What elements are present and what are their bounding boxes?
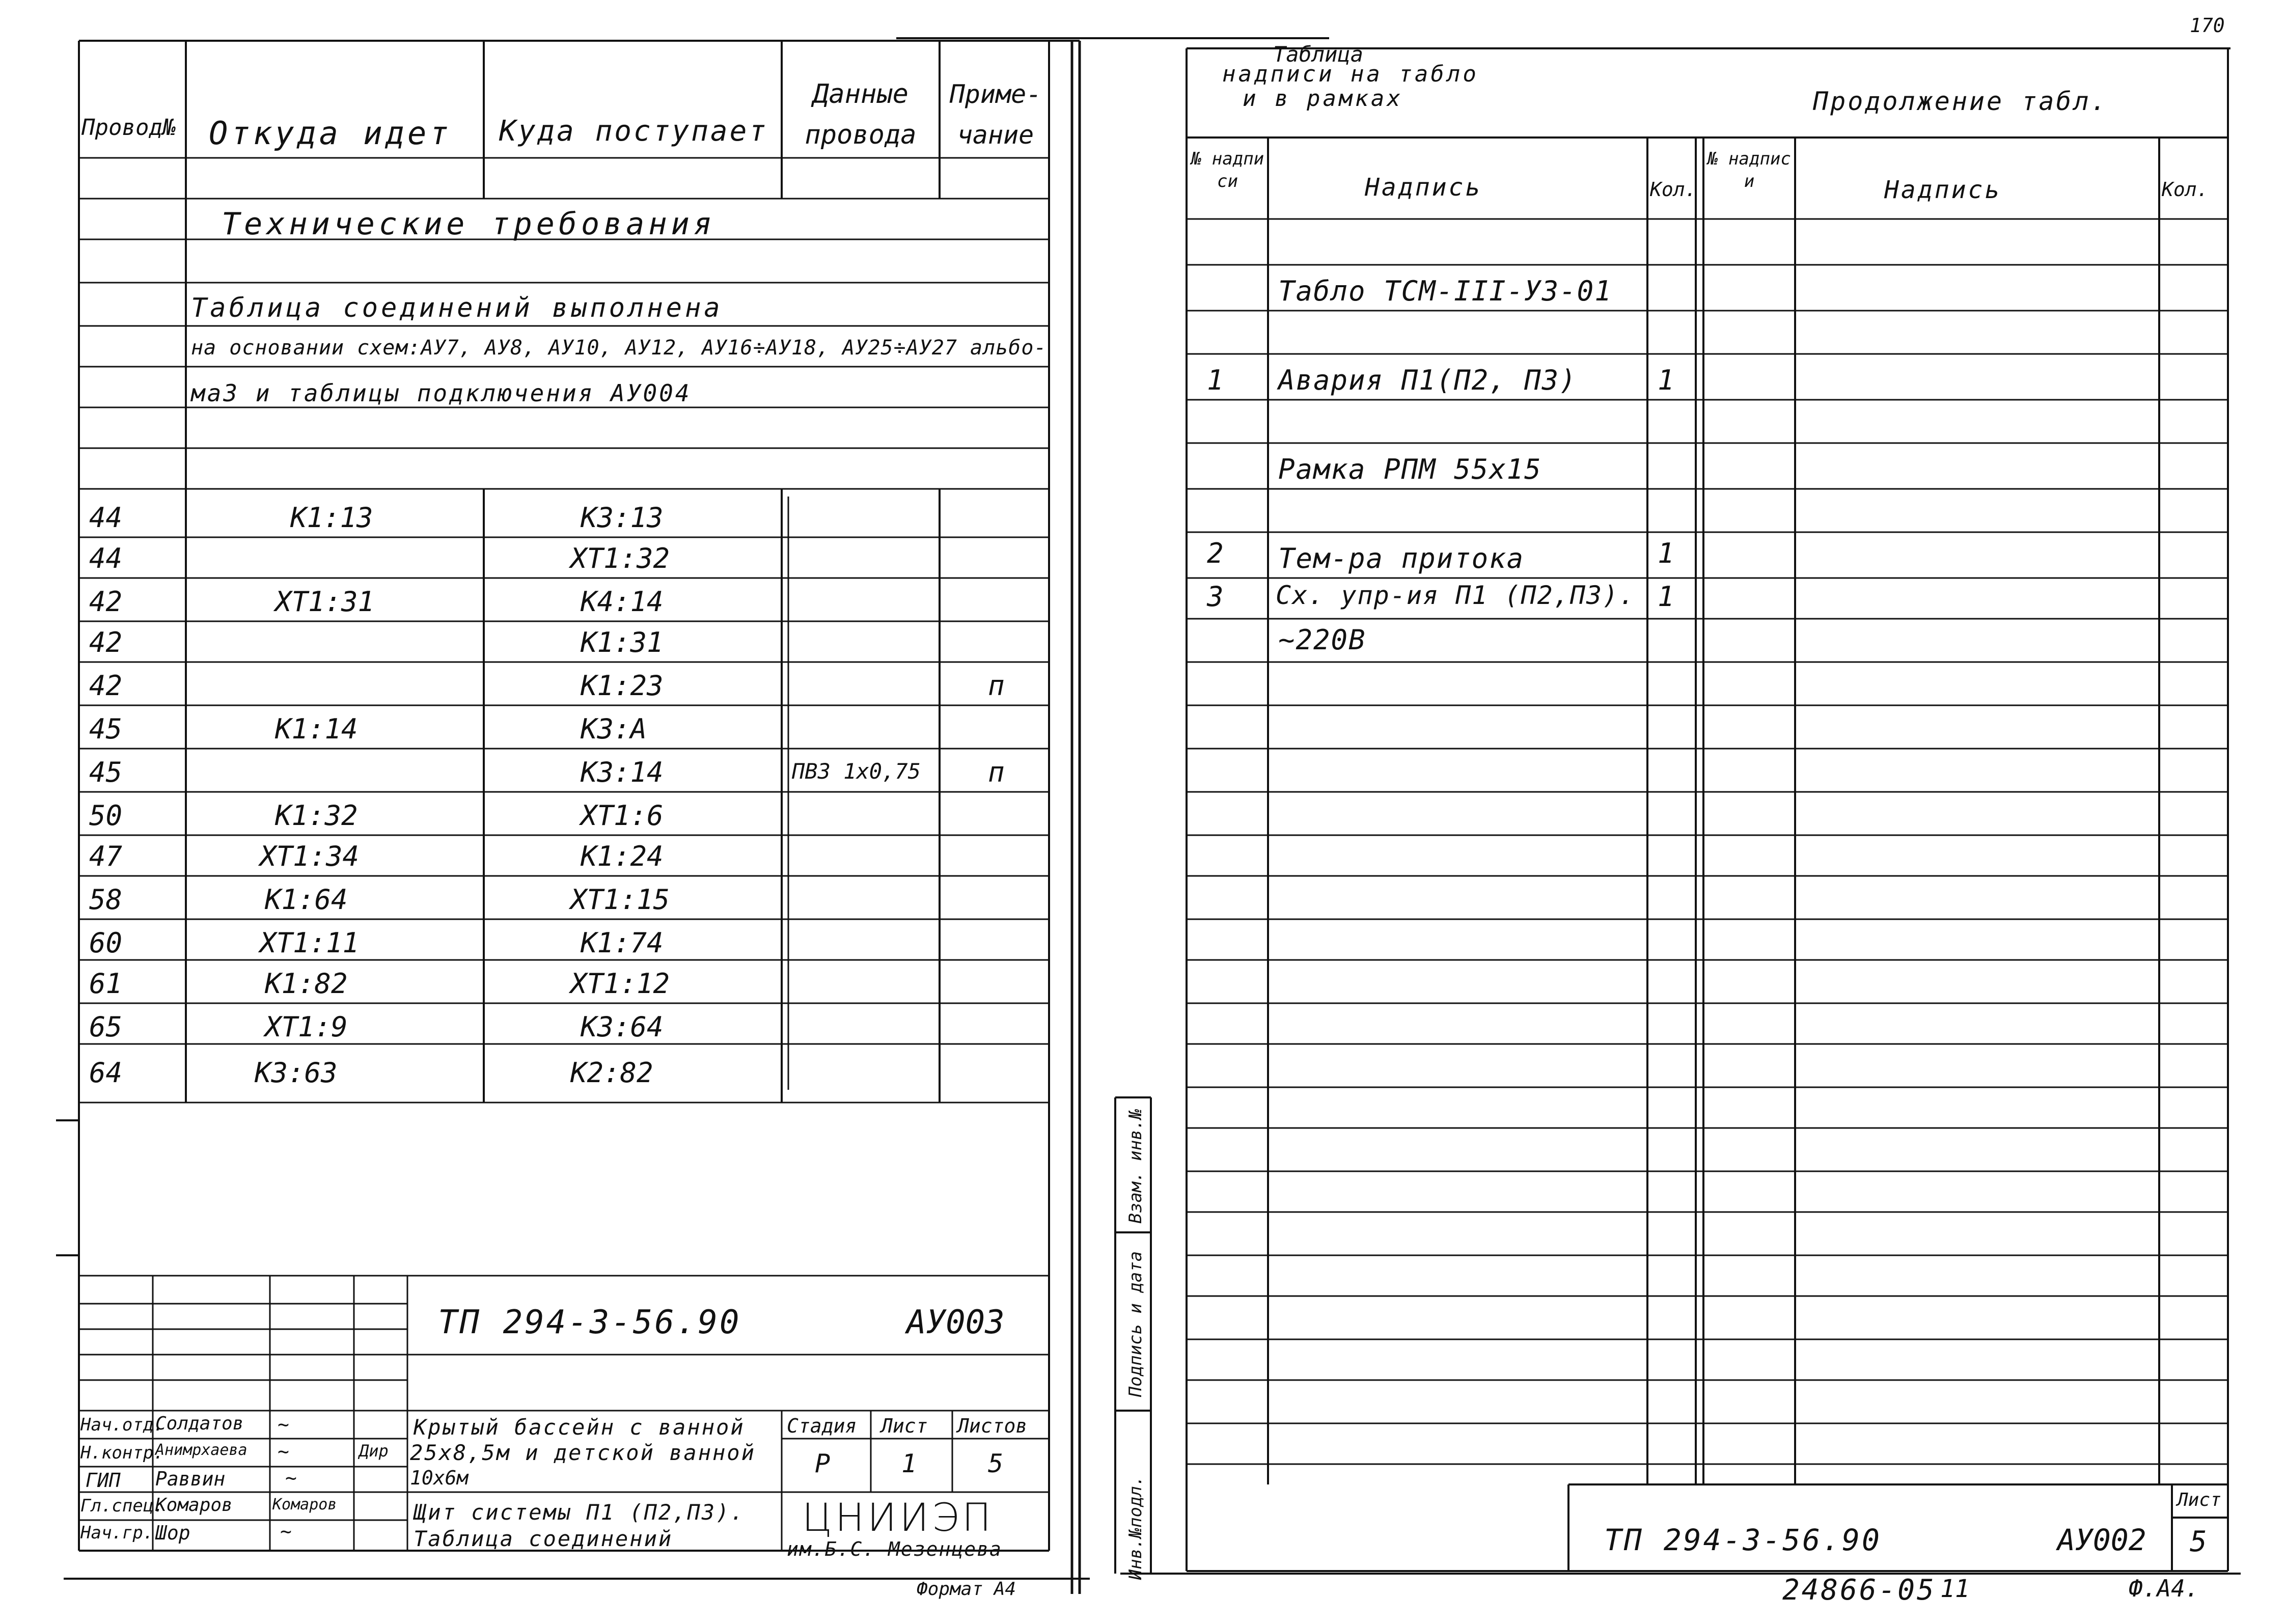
table-row-wire: 64 (89, 1057, 123, 1089)
table-row-from: ХТ1:11 (260, 927, 360, 959)
drawing-name-line-1: Щит системы П1 (П2,П3). (414, 1500, 745, 1525)
header-qty-2: Кол. (2162, 178, 2209, 201)
role-1: Нач.отд. (80, 1415, 164, 1435)
project-name-line-3: 10х6м (410, 1467, 469, 1489)
format-label-left: Формат А4 (917, 1579, 1016, 1600)
list-item-num: 1 (1207, 364, 1224, 396)
table-caption-line-1: Таблица (1273, 42, 1364, 67)
sheet-number-right: 5 (2190, 1525, 2207, 1558)
table-row-from: ХТ1:9 (265, 1011, 348, 1043)
table-row-wire: 44 (89, 502, 123, 534)
table-row-to: К1:31 (581, 626, 664, 658)
sheets-label: Листов (957, 1415, 1028, 1437)
name-1: Солдатов (155, 1413, 244, 1434)
extra-signature: Дир (359, 1441, 389, 1461)
header-note: Приме-чание (949, 79, 1042, 150)
table-row-wire: 42 (89, 670, 123, 702)
archive-sheet: 11 (1940, 1575, 1970, 1603)
signature-5: ~ (280, 1520, 292, 1543)
doc-number: ТП 294-3-56.90 (438, 1304, 741, 1341)
signature-3: ~ (285, 1467, 297, 1489)
table-row-to: К2:82 (570, 1057, 653, 1089)
table-row-note: п (988, 670, 1005, 702)
doc-number-right: ТП 294-3-56.90 (1604, 1523, 1882, 1557)
list-item-text: Рамка РПМ 55х15 (1278, 453, 1542, 485)
list-item-qty: 1 (1658, 537, 1674, 569)
table-row-from: К1:82 (265, 968, 348, 1000)
table-row-to: К1:23 (581, 670, 664, 702)
table-row-wire: 42 (89, 626, 123, 658)
table-row-data: ПВ3 1х0,75 (792, 759, 921, 784)
header-text-1: Надпись (1365, 173, 1482, 202)
continuation-label: Продолжение табл. (1813, 87, 2108, 116)
table-caption-line-3: и в рамках (1243, 86, 1403, 112)
corner-mark: 170 (2190, 14, 2225, 37)
table-row-wire: 50 (89, 800, 123, 832)
role-3: ГИП (86, 1469, 121, 1492)
project-name-line-1: Крытый бассейн с ванной (414, 1415, 745, 1440)
org-logo: ЦНИИЭП (802, 1495, 995, 1540)
table-row-to: К1:74 (581, 927, 664, 959)
list-item-qty: 1 (1658, 581, 1674, 613)
format-label-right: Ф.А4. (2129, 1575, 2199, 1602)
signature-4: Комаров (272, 1496, 337, 1513)
table-row-wire: 42 (89, 586, 123, 618)
table-row-from: К1:14 (275, 713, 358, 745)
table-row-wire: 65 (89, 1011, 123, 1043)
stage-value: Р (815, 1449, 831, 1478)
table-row-to: ХТ1:6 (581, 800, 664, 832)
role-4: Гл.спец. (80, 1496, 164, 1516)
header-num-1: № надписи (1191, 149, 1264, 191)
role-2: Н.контр. (80, 1443, 164, 1463)
requirement-line-2: на основании схем:АУ7, АУ8, АУ10, АУ12, АУ16÷АУ18, АУ25÷АУ27 альбо- (191, 336, 1047, 360)
table-row-from: ХТ1:34 (260, 840, 360, 872)
stamp-inventory: Инв.№подл. (1125, 1475, 1146, 1580)
table-row-to: ХТ1:15 (570, 884, 670, 916)
table-row-from: К3:63 (255, 1057, 338, 1089)
header-wire: Провод№ (81, 115, 176, 141)
table-row-wire: 58 (89, 884, 123, 916)
signature-1: ~ (278, 1413, 289, 1436)
list-item-qty: 1 (1658, 364, 1674, 396)
table-row-from: К1:13 (290, 502, 373, 534)
table-row-wire: 47 (89, 840, 123, 872)
table-row-wire: 60 (89, 927, 123, 959)
table-row-to: К3:А (581, 713, 647, 745)
stamp-signature-date: Подпись и дата (1125, 1251, 1146, 1397)
header-num-2: № надписи (1707, 149, 1791, 191)
table-row-from: К1:64 (265, 884, 348, 916)
table-row-wire: 45 (89, 756, 123, 788)
list-item-num: 3 (1207, 581, 1224, 613)
name-3: Раввин (155, 1468, 226, 1490)
sheet-value: 1 (901, 1449, 917, 1478)
list-item-text: Тем-ра притока (1278, 542, 1525, 574)
table-row-wire: 61 (89, 968, 123, 1000)
table-row-wire: 45 (89, 713, 123, 745)
stage-label: Стадия (787, 1415, 857, 1437)
list-item-num: 2 (1207, 537, 1224, 569)
sheets-value: 5 (988, 1449, 1004, 1478)
archive-number: 24866-05 (1782, 1574, 1936, 1607)
table-row-to: К4:14 (581, 586, 664, 618)
list-item-text: ~220В (1278, 624, 1366, 656)
sheet-label: Лист (881, 1415, 928, 1437)
requirement-line-1: Таблица соединений выполнена (191, 293, 723, 323)
table-row-to: К3:14 (581, 756, 664, 788)
header-text-2: Надпись (1884, 176, 2002, 204)
table-row-from: ХТ1:31 (275, 586, 375, 618)
project-name-line-2: 25х8,5м и детской ванной (410, 1440, 756, 1465)
sheet-label-right: Лист (2177, 1490, 2221, 1510)
table-row-to: К3:13 (581, 502, 664, 534)
name-4: Комаров (155, 1495, 233, 1516)
sheet-code-right: АУ002 (2057, 1523, 2146, 1557)
header-qty-1: Кол. (1650, 178, 1697, 201)
name-5: Шор (155, 1522, 190, 1544)
stamp-replacement: Взам. инв.№ (1125, 1109, 1146, 1224)
list-item-text: Сх. упр-ия П1 (П2,П3). (1276, 581, 1636, 610)
table-row-to: К3:64 (581, 1011, 664, 1043)
section-title: Технические требования (222, 206, 716, 242)
header-to: Куда поступает (499, 115, 768, 148)
table-row-note: п (988, 756, 1005, 788)
header-from: Откуда идет (209, 115, 452, 152)
list-item-text: Авария П1(П2, П3) (1278, 364, 1577, 396)
signature-2: ~ (278, 1440, 289, 1463)
table-row-to: ХТ1:12 (570, 968, 670, 1000)
drawing-name-line-2: Таблица соединений (414, 1526, 673, 1551)
org-subtitle: им.Б.С. Мезенцева (787, 1538, 1002, 1560)
requirement-line-3: ма3 и таблицы подключения АУ004 (191, 379, 692, 407)
sheet-code: АУ003 (906, 1304, 1005, 1341)
header-wire-data: Данные провода (805, 79, 917, 150)
role-5: Нач.гр. (80, 1523, 154, 1543)
table-row-wire: 44 (89, 542, 123, 574)
list-item-text: Табло ТСМ-III-УЗ-01 (1278, 275, 1612, 307)
table-row-from: К1:32 (275, 800, 358, 832)
table-caption-line-2: надписи на табло (1222, 61, 1479, 87)
table-row-to: К1:24 (581, 840, 664, 872)
table-row-to: ХТ1:32 (570, 542, 670, 574)
name-2: Анимрхаева (155, 1441, 247, 1459)
